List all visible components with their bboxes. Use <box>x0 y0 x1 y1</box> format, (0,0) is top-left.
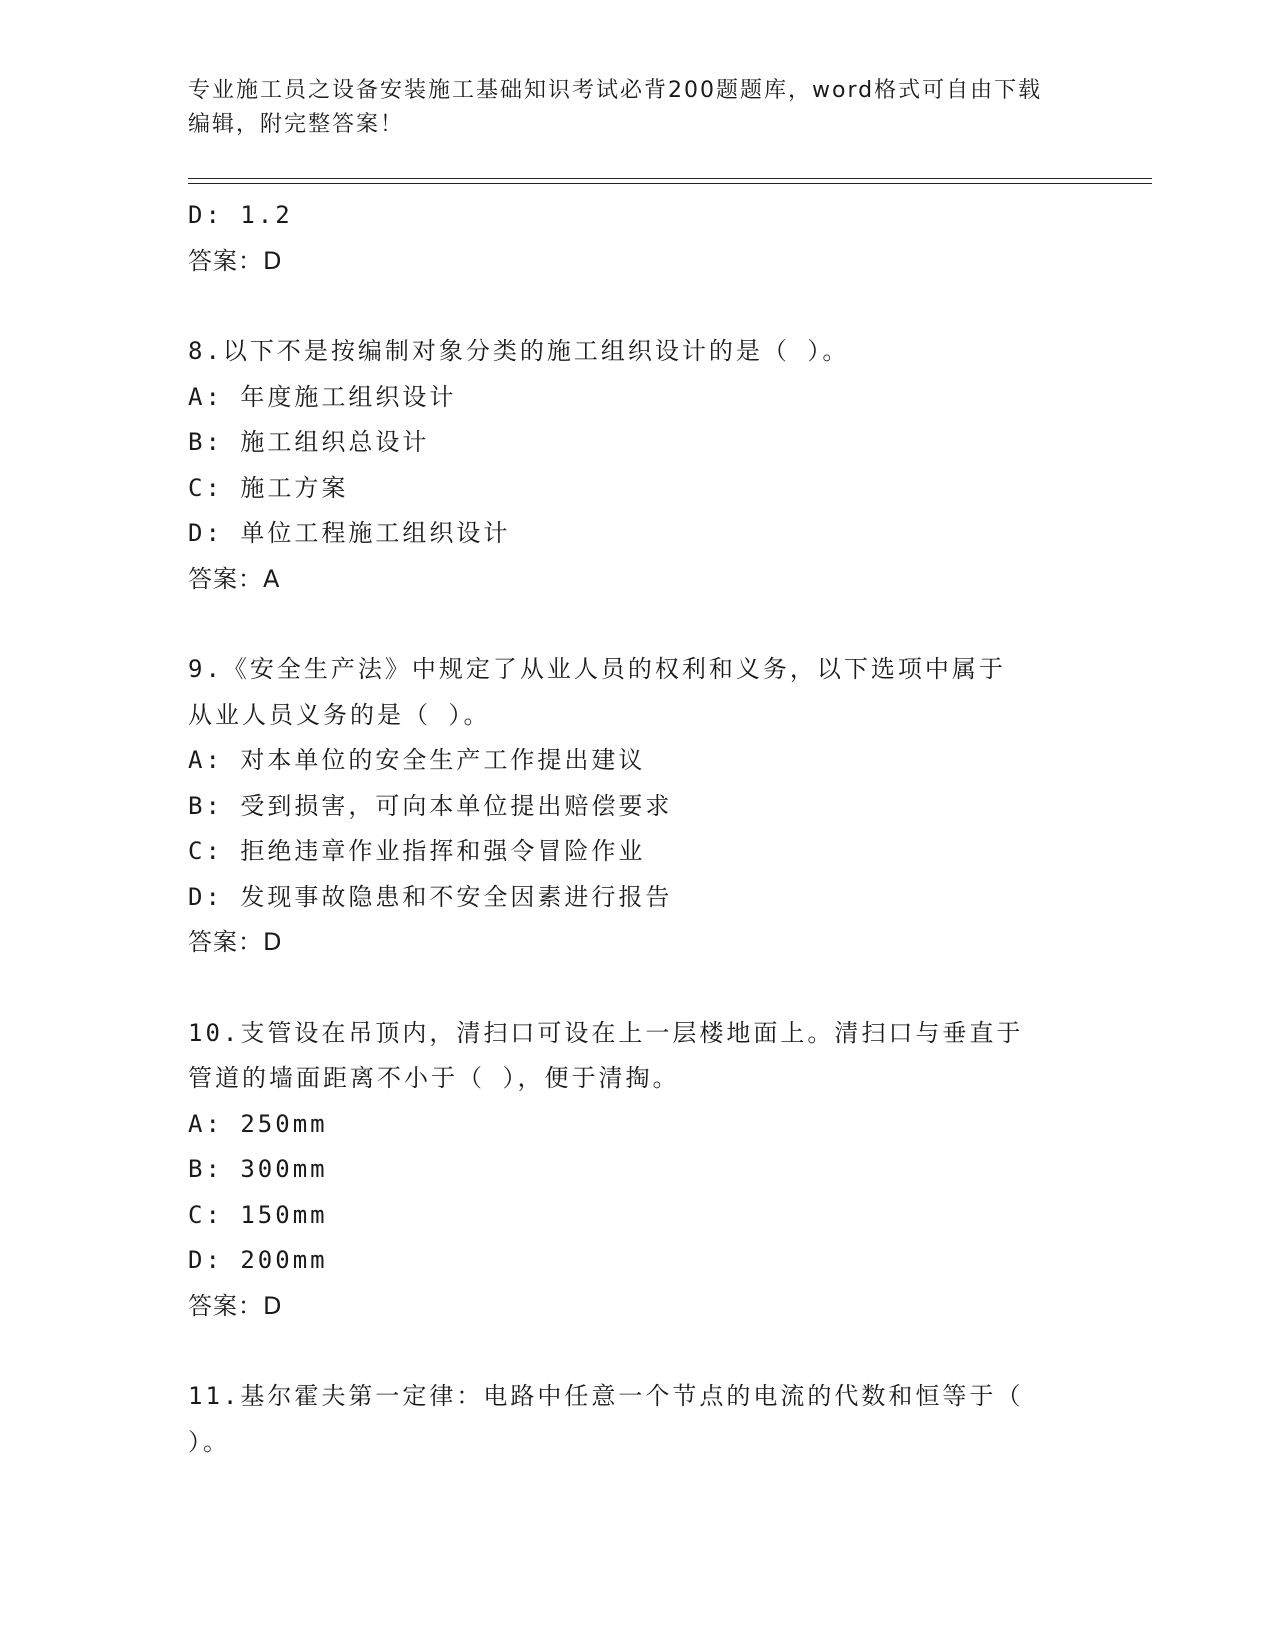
q9-option-a: A: 对本单位的安全生产工作提出建议 <box>188 746 646 774</box>
q10-option-d: D: 200mm <box>188 1246 328 1274</box>
q8-stem: 8.以下不是按编制对象分类的施工组织设计的是（ ）。 <box>188 337 850 365</box>
q9-option-d: D: 发现事故隐患和不安全因素进行报告 <box>188 882 673 911</box>
q9-option-b: B: 受到损害，可向本单位提出赔偿要求 <box>188 791 673 820</box>
q8-option-b: B: 施工组织总设计 <box>188 428 430 456</box>
prev-option-d: D: 1.2 <box>188 201 293 229</box>
prev-answer: 答案：D <box>188 246 283 275</box>
q10-option-c: C: 150mm <box>188 1200 328 1229</box>
q11-stem-line-2: ）。 <box>188 1427 230 1456</box>
q10-option-a: A: 250mm <box>188 1109 328 1138</box>
q10-answer: 答案：D <box>188 1291 283 1320</box>
spacer <box>188 1329 1088 1374</box>
header-divider <box>188 178 1152 184</box>
header-line-1: 专业施工员之设备安装施工基础知识考试必背200题题库，word格式可自由下载 <box>188 78 1043 103</box>
spacer <box>188 602 1088 647</box>
q9-stem-line-2: 从业人员义务的是（ ）。 <box>188 700 491 729</box>
q8-option-d: D: 单位工程施工组织设计 <box>188 519 511 547</box>
spacer <box>188 966 1088 1011</box>
q11-stem-line-1: 11.基尔霍夫第一定律：电路中任意一个节点的电流的代数和恒等于（ <box>188 1382 1024 1410</box>
spacer <box>188 284 1088 329</box>
q9-stem-line-1: 9.《安全生产法》中规定了从业人员的权利和义务，以下选项中属于 <box>188 655 1006 683</box>
q8-answer: 答案：A <box>188 564 281 593</box>
q8-option-a: A: 年度施工组织设计 <box>188 382 457 411</box>
q10-stem-line-1: 10.支管设在吊顶内，清扫口可设在上一层楼地面上。清扫口与垂直于 <box>188 1018 1024 1047</box>
q10-stem-line-2: 管道的墙面距离不小于（ ），便于清掏。 <box>188 1064 680 1092</box>
header-line-2: 编辑，附完整答案！ <box>188 112 405 137</box>
q10-option-b: B: 300mm <box>188 1155 328 1183</box>
document-header <box>188 74 1088 142</box>
q9-option-c: C: 拒绝违章作业指挥和强令冒险作业 <box>188 837 646 865</box>
question-list <box>188 193 1088 1465</box>
q8-option-c: C: 施工方案 <box>188 473 349 502</box>
q9-answer: 答案：D <box>188 928 283 956</box>
